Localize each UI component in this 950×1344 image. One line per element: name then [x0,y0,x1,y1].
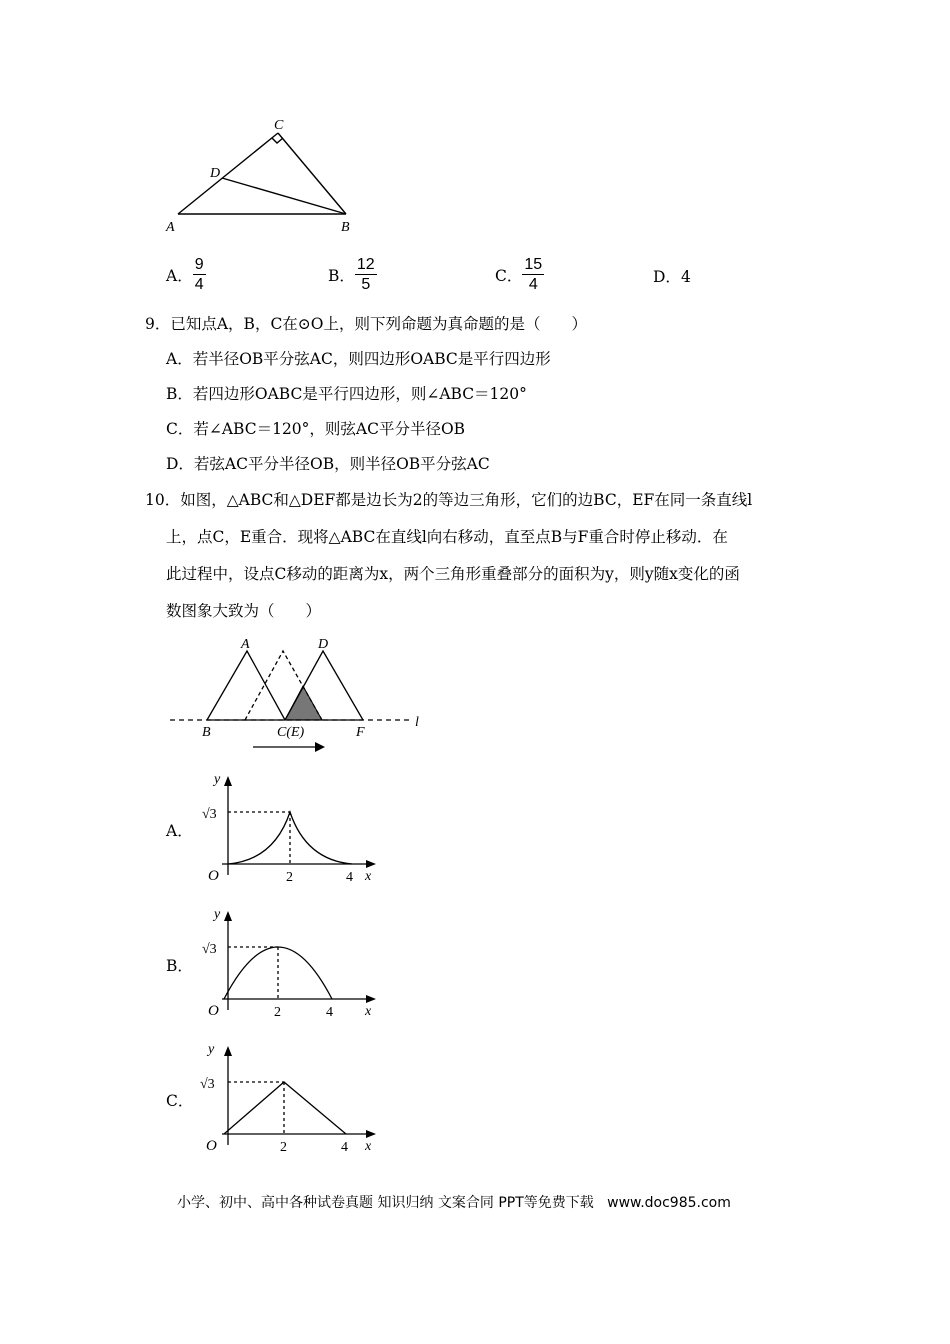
fraction: $\frac{12}{5}$ [356,256,375,293]
q10-stem-line3: 此过程中，设点C移动的距离为x，两个三角形重叠部分的面积为y，则y随x变化的函 [166,565,740,583]
q9-option-d[interactable]: D．若弦AC平分半径OB，则半径OB平分弦AC [166,455,490,473]
q9-option-c[interactable]: C．若∠ABC＝120°，则弦AC平分半径OB [166,420,466,438]
q10-graph-a[interactable] [196,770,381,885]
tick-4-label: 4 [346,870,353,885]
axis-y-label: y [208,1042,215,1057]
q9-option-b[interactable]: B．若四边形OABC是平行四边形，则∠ABC＝120° [166,385,527,403]
label-l: l [415,715,419,730]
q9-stem: 9．已知点A，B，C在⊙O上，则下列命题为真命题的是（ ） [145,315,588,333]
label-C: C [274,118,284,133]
q8-option-b[interactable]: B． $\frac{12}{5}$ [328,256,375,293]
q8-triangle-figure [160,110,360,240]
tick-2-label: 2 [286,870,293,885]
q10-triangles-figure [165,632,430,757]
axis-x-label: x [365,1139,372,1154]
origin-label: O [206,1138,217,1154]
q10-graph-c[interactable] [196,1040,381,1155]
axis-y-label: y [214,907,221,922]
fraction: $\frac{15}{4}$ [524,256,543,293]
q10-stem-line2: 上，点C，E重合．现将△ABC在直线l向右移动，直至点B与F重合时停止移动．在 [166,528,728,546]
sqrt3-label: √3 [200,1077,215,1092]
q9-option-a[interactable]: A．若半径OB平分弦AC，则四边形OABC是平行四边形 [166,350,551,368]
sqrt3-label: √3 [202,942,217,957]
tick-4-label: 4 [341,1140,348,1155]
label-B: B [341,220,350,235]
label-D: D [210,166,221,181]
page-footer: 小学、初中、高中各种试卷真题 知识归纳 文案合同 PPT等免费下载 www.doc985.com [177,1195,731,1211]
label-A: A [166,220,175,235]
label-CE: C(E) [277,725,305,740]
q10-stem-line4: 数图象大致为（ ） [166,602,322,620]
tick-4-label: 4 [326,1005,333,1020]
q10-option-a[interactable]: A． [166,822,193,840]
label-F: F [356,725,365,740]
q10-option-b[interactable]: B． [166,957,193,975]
label-B: B [202,725,211,740]
fraction: $\frac{9}{4}$ [194,256,204,293]
label-D: D [318,637,329,652]
origin-label: O [208,1003,219,1019]
q8-option-c[interactable]: C． $\frac{15}{4}$ [495,256,543,293]
tick-2-label: 2 [280,1140,287,1155]
label-A: A [241,637,250,652]
tick-2-label: 2 [274,1005,281,1020]
origin-label: O [208,868,219,884]
q8-option-a[interactable]: A． $\frac{9}{4}$ [166,256,204,293]
axis-y-label: y [214,772,221,787]
sqrt3-label: √3 [202,807,217,822]
axis-x-label: x [365,869,372,884]
q10-graph-b[interactable] [196,905,381,1020]
axis-x-label: x [365,1004,372,1019]
q10-option-c[interactable]: C． [166,1092,194,1110]
q10-stem-line1: 10．如图，△ABC和△DEF都是边长为2的等边三角形，它们的边BC，EF在同一条直线l [145,491,753,509]
q8-option-d[interactable]: D．4 [653,268,691,286]
